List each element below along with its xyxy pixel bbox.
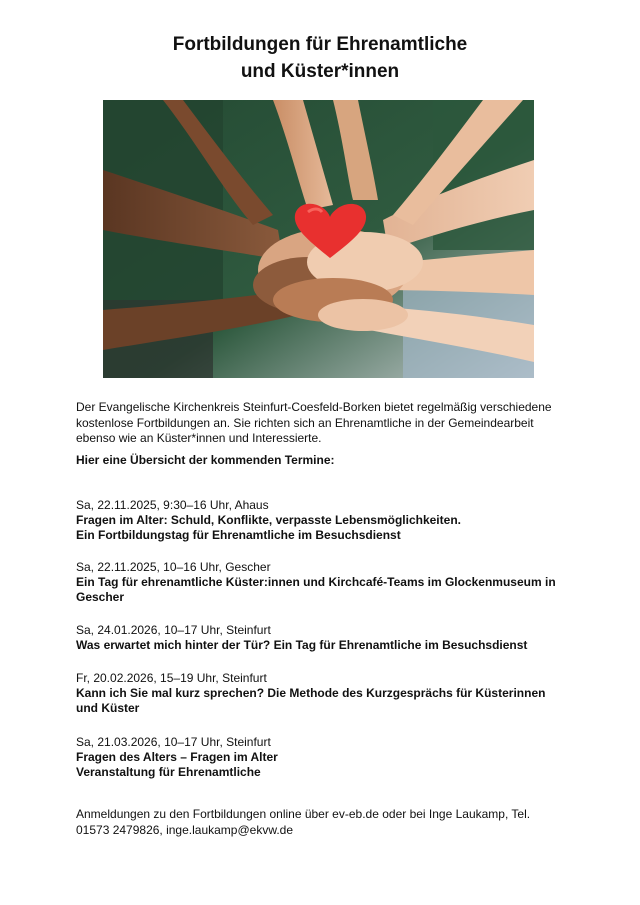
event-item [76,498,566,543]
event-item [76,671,566,716]
heart-in-hands-photo [103,100,534,378]
registration-info: Anmeldungen zu den Fortbildungen online über ev-eb.de oder bei Inge Laukamp, Tel. 01573 2479826, inge.laukamp@ekvw.de [76,807,531,837]
event-item [76,560,566,605]
event-title: Fragen des Alters – Fragen im Alter [76,750,278,764]
event-date: Sa, 24.01.2026, 10–17 Uhr, Steinfurt [76,623,271,637]
intro-text: Der Evangelische Kirchenkreis Steinfurt-Coesfeld-Borken bietet regelmäßig verschiedene kostenlose Fortbildungen an. Sie richten sich an Ehrenamtliche in der Gemeindearbeit ebenso wie an Küster*innen und Interessierte. [76,400,552,445]
event-date: Sa, 22.11.2025, 9:30–16 Uhr, Ahaus [76,498,269,512]
event-subtitle: Ein Fortbildungstag für Ehrenamtliche im Besuchsdienst [76,528,401,542]
event-title: Ein Tag für ehrenamtliche Küster:innen und Kirchcafé-Teams im Glockenmuseum in Gescher [76,575,556,604]
event-item [76,623,566,653]
photo-illustration [103,100,534,378]
page-title [0,31,640,85]
event-item [76,735,566,780]
overview-heading: Hier eine Übersicht der kommenden Termine: [76,453,335,467]
page-title-line-1: Fortbildungen für Ehrenamtliche [172,34,468,55]
event-date: Fr, 20.02.2026, 15–19 Uhr, Steinfurt [76,671,267,685]
event-date: Sa, 22.11.2025, 10–16 Uhr, Gescher [76,560,271,574]
event-title: Kann ich Sie mal kurz sprechen? Die Methode des Kurzgesprächs für Küsterinnen und Küster [76,686,546,715]
page-title-line-2: und Küster*innen [240,61,400,82]
event-date: Sa, 21.03.2026, 10–17 Uhr, Steinfurt [76,735,271,749]
event-subtitle: Veranstaltung für Ehrenamtliche [76,765,261,779]
event-title: Fragen im Alter: Schuld, Konflikte, verpasste Lebensmöglichkeiten. [76,513,461,527]
event-title: Was erwartet mich hinter der Tür? Ein Tag für Ehrenamtliche im Besuchsdienst [76,638,528,652]
